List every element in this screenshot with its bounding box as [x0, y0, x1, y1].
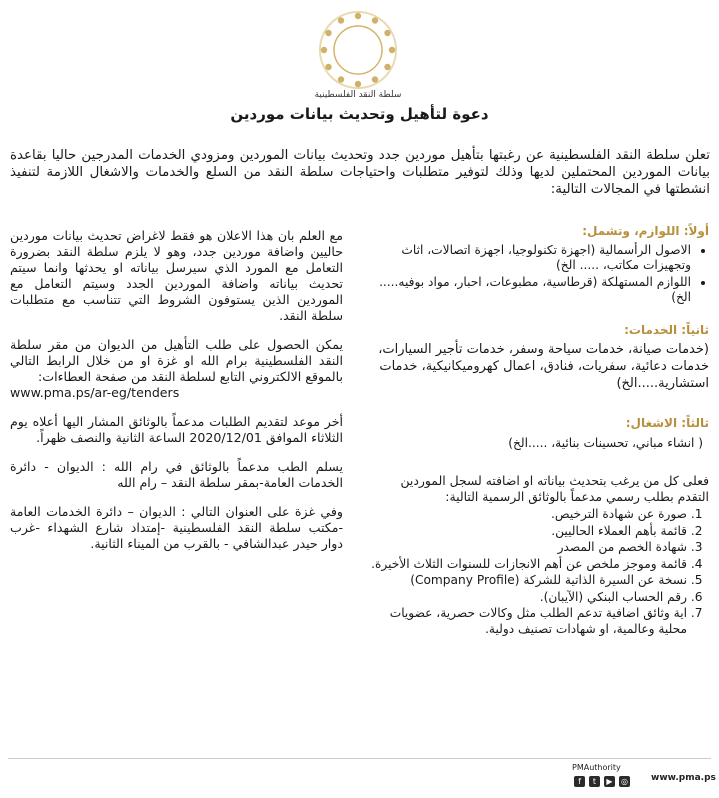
right-column — [367, 222, 709, 638]
pma-logo — [283, 6, 433, 106]
section-works-heading: ثالثاً: الاشغال: — [625, 416, 709, 430]
list-item: • الاصول الرأسمالية (اجهزة تكنولوجيا، اجهزة اتصالات، اثاث وتجهيزات مكاتب، ..... الخ) — [367, 243, 691, 274]
footer-divider — [8, 758, 711, 759]
application-paragraph: يمكن الحصول على طلب التأهيل من الديوان من مقر سلطة النقد الفلسطينية برام الله او غزة او من خلال الرابط التالي بالموقع الالكتروني التابع لسلطة النقد من صفحة العطاءات: — [10, 337, 343, 384]
services-text: (خدمات صيانة، خدمات سياحة وسفر، خدمات تأجير السيارات، خدمات دعائية، سفريات، فنادق، اعمال كهروميكانيكية، خدمات استشارية.....الخ) — [378, 342, 709, 391]
intro-paragraph: تعلن سلطة النقد الفلسطينية عن رغبتها بتأهيل موردين جدد وتحديث بيانات الموردين ومزودي الخدمات المدرجين حاليا بقاعدة بيانات الموردين المحتملين لديها وذلك لتوفير متطلبات واحتياجات سلطة النقد من السلع والخدمات والاشغال اللازمة لتنفيذ انشطتها في المجالات التالية: — [10, 148, 710, 197]
footer-url[interactable]: www.pma.ps — [651, 773, 716, 783]
gaza-address: وفي غزة على العنوان التالي : الديوان – دائرة الخدمات العامة -مكتب سلطة النقد الفلسطينية -إمتداد شارع الشهداء -غرب دوار حيدر عبدالشافي - بالقرب من الميناء الثانية. — [10, 504, 343, 551]
tenders-link[interactable]: www.pma.ps/ar-eg/tenders — [10, 385, 180, 400]
list-item: 1. صورة عن شهادة الترخيص. — [367, 507, 687, 523]
requirements-list — [367, 507, 687, 637]
twitter-icon[interactable]: t — [589, 776, 600, 787]
page-title: دعوة لتأهيل وتحديث بيانات موردين — [230, 105, 489, 123]
list-item: 6. رقم الحساب البنكي (الآيبان). — [367, 590, 687, 606]
ramallah-address: يسلم الطب مدعماً بالوثائق في رام الله : الديوان - دائرة الخدمات العامة-بمقر سلطة النقد – رام الله — [10, 459, 343, 490]
instagram-icon[interactable]: ◎ — [619, 776, 630, 787]
social-icons — [574, 776, 630, 787]
list-item: 2. قائمة بأهم العملاء الحاليين. — [367, 524, 687, 540]
logo-text: سلطة النقد الفلسطينية — [314, 90, 402, 100]
deadline-paragraph: أخر موعد لتقديم الطلبات مدعماً بالوثائق المشار اليها أعلاه يوم الثلاثاء الموافق 2020/12/01 الساعة الثانية والنصف ظهراً. — [10, 414, 343, 445]
pma-emblem-icon — [314, 6, 402, 94]
works-text: ( انشاء مباني، تحسينات بنائية، .....الخ) — [508, 435, 703, 450]
list-item: 4. قائمة وموجز ملخص عن أهم الانجازات للسنوات الثلاث الأخيرة. — [367, 557, 687, 573]
list-item: 7. اية وثائق اضافية تدعم الطلب مثل وكالات حصرية، عضويات محلية وعالمية، او شهادات تصنيف دولية. — [367, 606, 687, 637]
footer-brand: PMAuthority — [572, 763, 621, 772]
list-item: • اللوازم المستهلكة (قرطاسية، مطبوعات، احبار، مواد بوفيه..... الخ) — [367, 275, 691, 306]
list-item: 3. شهادة الخصم من المصدر — [367, 540, 687, 556]
supplies-list — [367, 243, 691, 306]
section-services-heading: ثانياً: الخدمات: — [624, 322, 709, 337]
section-supplies-heading: أولاً: اللوازم، وتشمل: — [582, 224, 709, 238]
facebook-icon[interactable]: f — [574, 776, 585, 787]
list-item: 5. نسخة عن السيرة الذاتية للشركة (Company Profile) — [367, 573, 687, 589]
youtube-icon[interactable]: ▶ — [604, 776, 615, 787]
left-column — [10, 228, 343, 565]
disclaimer-paragraph: مع العلم بان هذا الاعلان هو فقط لاغراض تحديث بيانات موردين حاليين واضافة موردين جدد، وهو لا يلزم سلطة النقد بضرورة التعامل مع المورد الذي سيرسل بياناته او يحدثها وانما سيتم تحديث بياناته واضافة الموردين الجدد وسيتم التعامل مع الموردين الذين يستوفون الشروط التي تتناسب مع متطلبات سلطة النقد. — [10, 228, 343, 323]
requirements-intro: فعلى كل من يرغب بتحديث بياناته او اضافته لسجل الموردين التقدم بطلب رسمي مدعماً بالوثائق الرسمية التالية: — [400, 473, 709, 504]
